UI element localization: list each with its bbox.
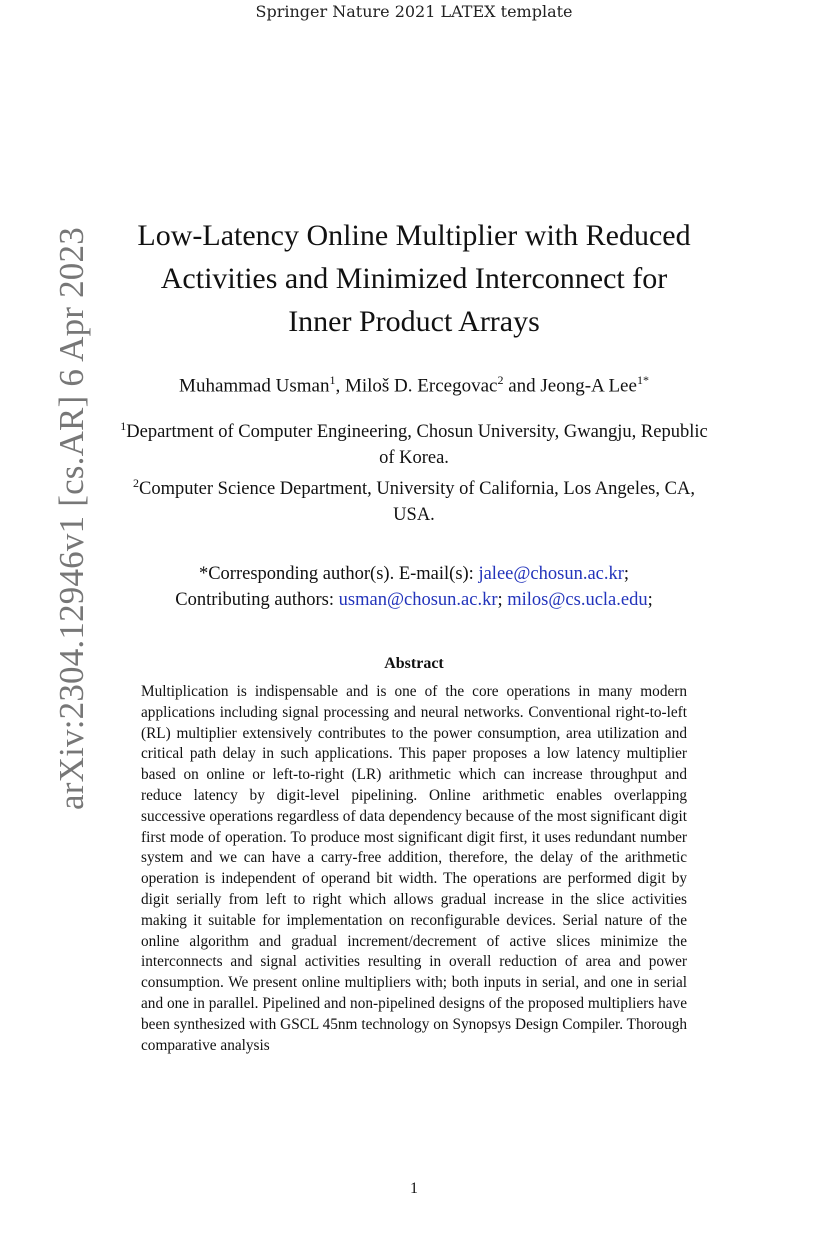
author-affil-mark: 2	[497, 373, 504, 387]
abstract-text: Multiplication is indispensable and is one of the core operations in many modern applications including signal processing and neural networks. Conventional right-to-left (RL) multiplier extensively contributes to the power consumption, area utilization and critical path delay in such applications. This paper proposes a low latency multiplier based on online or left-to-right (LR) arithmetic which can increase throughput and reduce latency by digit-level pipelining. Online arithmetic enables overlapping successive operations regardless of data dependency because of the most significant digit first mode of operation. To produce most significant digit first, it uses redundant number system and we can have a carry-free addition, therefore, the delay of the arithmetic operation is independent of operand bit width. The operations are performed digit by digit serially from left to right which allows gradual increase in the slice activities making it suitable for implementation on reconfigurable devices. Serial nature of the online algorithm and gradual increment/decrement of active slices minimize the interconnects and signal activities resulting in overall reduction of area and power consumption. We present online multipliers with; both inputs in serial, and one in serial and one in parallel. Pipelined and non-pipelined designs of the proposed multipliers have been synthesized with GSCL 45nm technology on Synopsys Design Compiler. Thorough comparative analysis	[141, 683, 687, 1054]
affiliation	[120, 471, 708, 528]
author-affil-mark: 1	[329, 373, 336, 387]
affil-mark: 2	[133, 476, 140, 491]
corresponding-line	[80, 562, 748, 588]
title-line: Activities and Minimized Interconnect for	[160, 262, 668, 295]
author-separator: ,	[335, 375, 345, 397]
author-affil-mark: 1*	[636, 373, 649, 387]
correspondence	[80, 562, 748, 613]
author-and: and	[503, 375, 541, 397]
contributing-email-link[interactable]: usman@chosun.ac.kr	[338, 589, 498, 610]
corr-suffix: ;	[623, 564, 630, 584]
title-line: Low-Latency Online Multiplier with Reduced	[137, 219, 691, 252]
author-name: Jeong-A Lee	[540, 375, 637, 397]
contributing-line	[80, 588, 748, 614]
contrib-suffix: ;	[647, 589, 653, 610]
author-name: Miloš D. Ercegovac	[344, 375, 498, 397]
contrib-prefix: Contributing authors:	[175, 589, 339, 610]
author-name: Muhammad Usman	[179, 375, 330, 397]
corresponding-email-link[interactable]: jalee@chosun.ac.kr	[478, 564, 624, 584]
author-list	[80, 373, 748, 397]
contrib-separator: ;	[497, 589, 508, 610]
affil-mark: 1	[120, 419, 127, 433]
corr-prefix: *Corresponding author(s). E-mail(s):	[198, 564, 479, 584]
running-head: Springer Nature 2021 LATEX template	[255, 2, 573, 21]
affiliation	[120, 414, 708, 471]
contributing-email-link[interactable]: milos@cs.ucla.edu	[507, 589, 648, 610]
affil-text: Department of Computer Engineering, Chosun University, Gwangju, Republic of Korea.	[126, 422, 708, 468]
title-line: Inner Product Arrays	[288, 305, 540, 338]
paper-title	[100, 214, 728, 343]
abstract-heading: Abstract	[384, 655, 444, 672]
page-number: 1	[410, 1180, 418, 1197]
affil-text: Computer Science Department, University of California, Los Angeles, CA, USA.	[139, 479, 695, 525]
arxiv-stamp[interactable]: arXiv:2304.12946v1 [cs.AR] 6 Apr 2023	[52, 227, 91, 810]
affiliations	[120, 414, 708, 528]
